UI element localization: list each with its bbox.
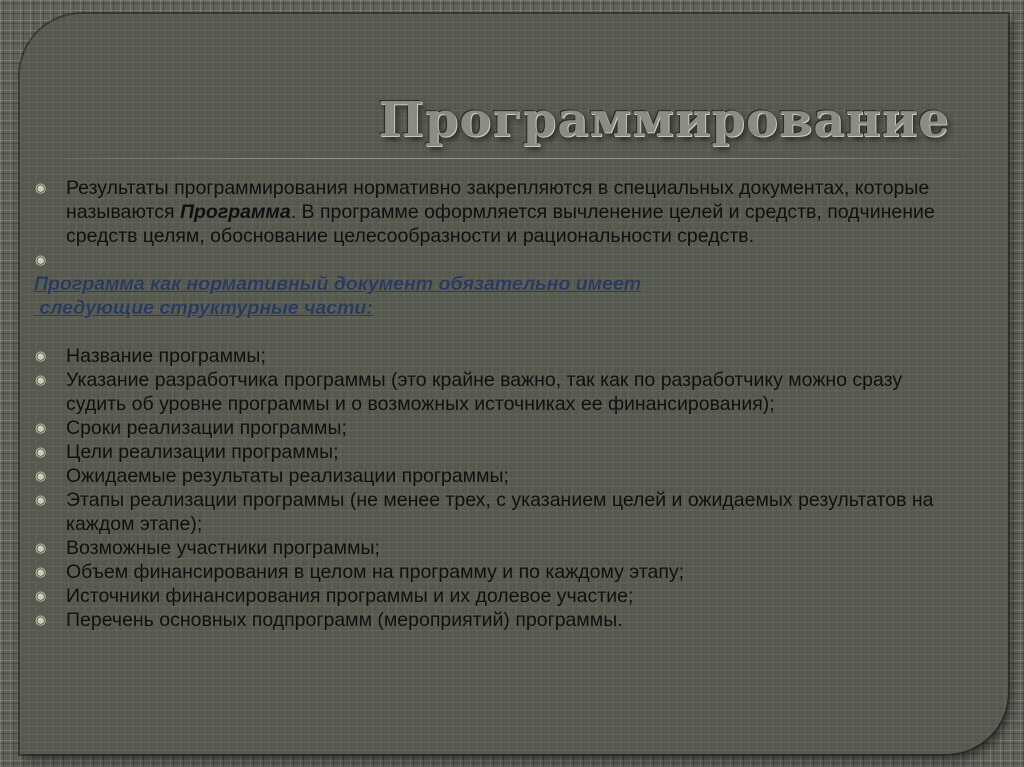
circle-dot-bullet-icon: ◉ bbox=[35, 588, 47, 603]
list-item-text: Перечень основных подпрограмм (мероприятий) программы. bbox=[66, 609, 623, 631]
intro-paragraph bbox=[34, 176, 954, 248]
list-item bbox=[34, 584, 954, 608]
empty-bullet bbox=[34, 248, 954, 272]
circle-dot-bullet-icon: ◉ bbox=[35, 492, 47, 507]
circle-dot-bullet-icon: ◉ bbox=[35, 612, 47, 627]
circle-dot-bullet-icon: ◉ bbox=[35, 372, 47, 387]
list-item-text: Объем финансирования в целом на программу и по каждому этапу; bbox=[66, 561, 685, 583]
circle-dot-bullet-icon: ◉ bbox=[35, 420, 47, 435]
circle-dot-bullet-icon: ◉ bbox=[35, 252, 47, 267]
list-item bbox=[34, 416, 954, 440]
list-item-text: Цели реализации программы; bbox=[66, 441, 339, 463]
structure-heading bbox=[34, 272, 954, 320]
structure-heading-line-2: следующие структурные части: bbox=[34, 297, 373, 319]
circle-dot-bullet-icon: ◉ bbox=[35, 180, 47, 195]
list-item-text: Ожидаемые результаты реализации программы; bbox=[66, 465, 509, 487]
list-item-text: Возможные участники программы; bbox=[66, 537, 380, 559]
intro-text-after: . В программе оформляется вычленение целей и средств, подчинение средств целям, обоснование целесообразности и рациональности средств. bbox=[66, 201, 935, 247]
list-item-text: Сроки реализации программы; bbox=[66, 417, 347, 439]
intro-text-before: Результаты программирования нормативно закрепляются в специальных документах, которые называются bbox=[66, 177, 930, 223]
list-item bbox=[34, 536, 954, 560]
list-item bbox=[34, 608, 954, 632]
list-item bbox=[34, 560, 954, 584]
spacer bbox=[34, 320, 954, 344]
circle-dot-bullet-icon: ◉ bbox=[35, 564, 47, 579]
list-item-text: Этапы реализации программы (не менее трех, с указанием целей и ожидаемых результатов на каждом этапе); bbox=[66, 489, 934, 535]
list-item bbox=[34, 368, 954, 416]
slide-title: Программирование bbox=[378, 92, 950, 148]
list-item bbox=[34, 488, 954, 536]
circle-dot-bullet-icon: ◉ bbox=[35, 540, 47, 555]
structure-list bbox=[34, 344, 954, 632]
title-divider bbox=[64, 158, 964, 159]
intro-term: Программа bbox=[179, 201, 291, 223]
list-item-text: Название программы; bbox=[66, 345, 266, 367]
structure-heading-line-1: Программа как нормативный документ обязательно имеет bbox=[34, 273, 642, 295]
list-item bbox=[34, 344, 954, 368]
slide-content bbox=[34, 176, 954, 632]
list-item-text: Указание разработчика программы (это крайне важно, так как по разработчику можно сразу судить об уровне программы и о возможных источниках ее финансирования); bbox=[66, 369, 903, 415]
circle-dot-bullet-icon: ◉ bbox=[35, 468, 47, 483]
list-item bbox=[34, 440, 954, 464]
list-item bbox=[34, 464, 954, 488]
list-item-text: Источники финансирования программы и их долевое участие; bbox=[66, 585, 634, 607]
circle-dot-bullet-icon: ◉ bbox=[35, 348, 47, 363]
circle-dot-bullet-icon: ◉ bbox=[35, 444, 47, 459]
